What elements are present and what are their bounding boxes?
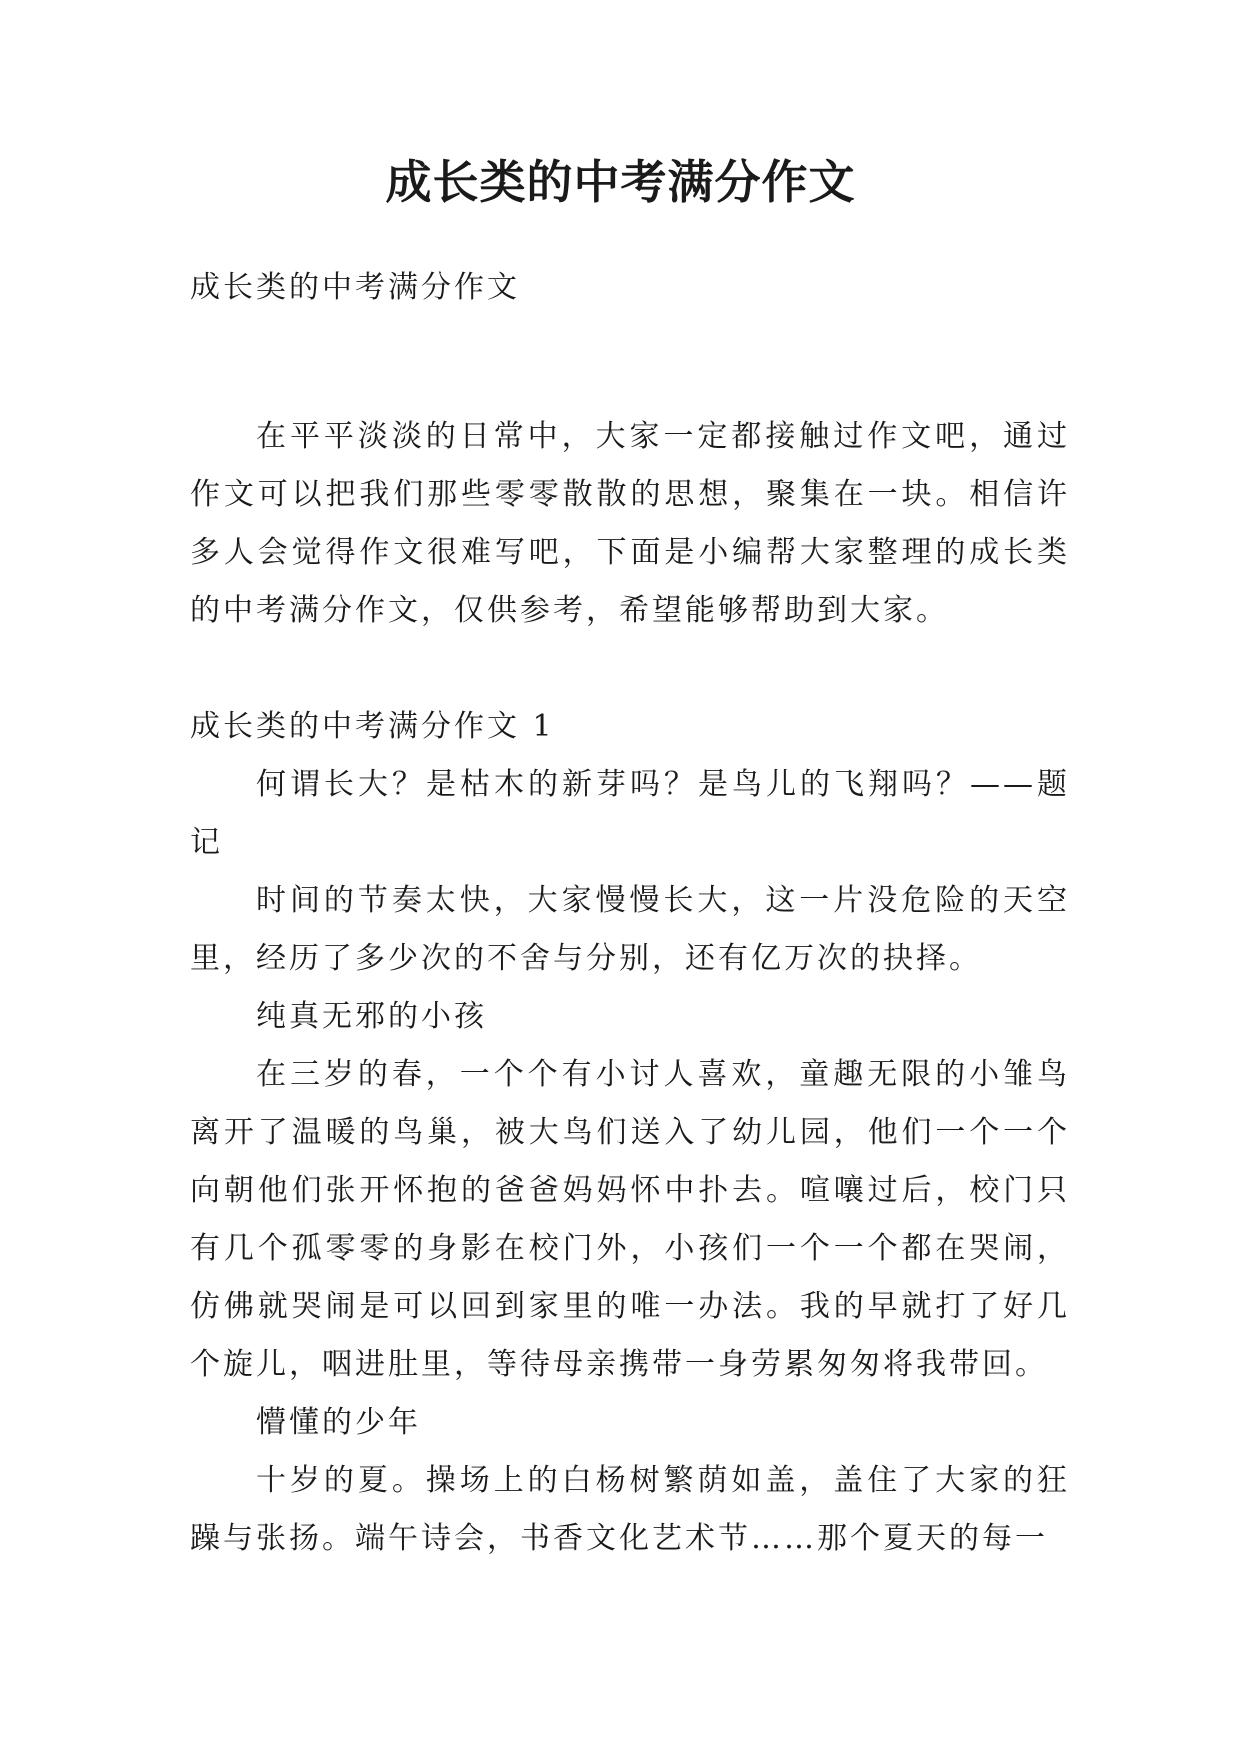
- section-heading-child: 纯真无邪的小孩: [256, 999, 487, 1034]
- essay-heading: 成长类的中考满分作文 1: [190, 709, 555, 744]
- essay-paragraph: 时间的节奏太快，大家慢慢长大，这一片没危险的天空里，经历了多少次的不舍与分别，还有亿万次的抉择。: [190, 883, 1070, 976]
- section-heading-youth: 懵懂的少年: [256, 1405, 421, 1440]
- essay-paragraph: 何谓长大？是枯木的新芽吗？是鸟儿的飞翔吗？——题记: [190, 767, 1070, 860]
- essay-paragraph: 十岁的夏。操场上的白杨树繁荫如盖，盖住了大家的狂躁与张扬。端午诗会，书香文化艺术节……那个夏天的每一: [190, 1463, 1070, 1556]
- document-title: 成长类的中考满分作文: [385, 155, 856, 209]
- essay-paragraph: 在三岁的春，一个个有小讨人喜欢，童趣无限的小雏鸟离开了温暖的鸟巢，被大鸟们送入了幼儿园，他们一个一个向朝他们张开怀抱的爸爸妈妈怀中扑去。喧嚷过后，校门只有几个孤零零的身影在校门外，小孩们一个一个都在哭闹，仿佛就哭闹是可以回到家里的唯一办法。我的早就打了好几个旋儿，咽进肚里，等待母亲携带一身劳累匆匆将我带回。: [190, 1057, 1070, 1382]
- intro-paragraph: 在平平淡淡的日常中，大家一定都接触过作文吧，通过作文可以把我们那些零零散散的思想，聚集在一块。相信许多人会觉得作文很难写吧，下面是小编帮大家整理的成长类的中考满分作文，仅供参考，希望能够帮助到大家。: [190, 419, 1070, 628]
- document-subtitle: 成长类的中考满分作文: [190, 270, 520, 305]
- essay-section: [190, 698, 1070, 1568]
